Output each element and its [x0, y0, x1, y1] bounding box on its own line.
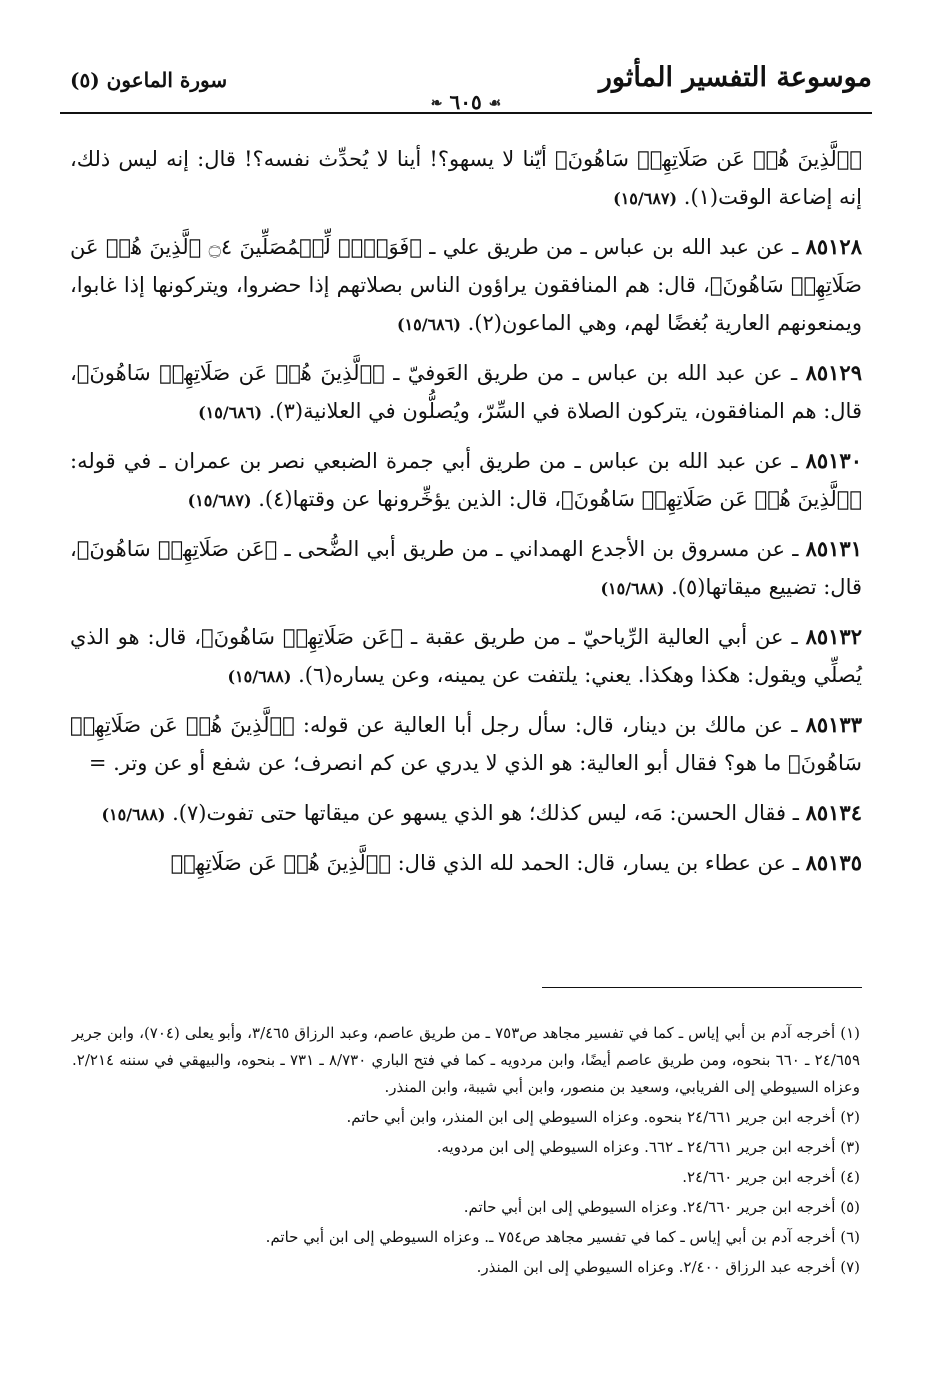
- narration-number: ٨٥١٢٩: [805, 360, 862, 385]
- paragraph-85132: [70, 618, 862, 696]
- narration-number: ٨٥١٣٠: [805, 448, 862, 473]
- footnote-3: (٣) أخرجه ابن جرير ٢٤/٦٦١ ـ ٦٦٢. وعزاه السيوطي إلى ابن مردويه.: [436, 1138, 860, 1156]
- paragraph-text: ـ عن عبد الله بن عباس ـ من طريق أبي جمرة الضبعي نصر بن عمران ـ في قوله: ﴿ٱلَّذِينَ هُمۡ عَن صَلَاتِهِمۡ سَاهُونَ﴾، قال: الذين يؤخِّرونها عن وقتها(٤).: [70, 449, 862, 511]
- narration-number: ٨٥١٣٢: [805, 624, 862, 649]
- narration-number: ٨٥١٣٤: [805, 800, 862, 825]
- book-title: موسوعة التفسير المأثور: [598, 62, 872, 93]
- left-ornament-icon: ❧: [430, 95, 443, 112]
- paragraph-85128: [70, 228, 862, 344]
- volume-reference: (١٥/٦٨٦): [396, 315, 461, 334]
- page-header: [60, 62, 872, 114]
- footnote-2: (٢) أخرجه ابن جرير ٢٤/٦٦١ بنحوه. وعزاه السيوطي إلى ابن المنذر، وابن أبي حاتم.: [346, 1108, 860, 1126]
- footnote-divider: [542, 987, 862, 988]
- header-divider: [60, 112, 872, 114]
- paragraph-0: [70, 140, 862, 218]
- footnote-4: (٤) أخرجه ابن جرير ٢٤/٦٦٠.: [682, 1168, 860, 1186]
- paragraph-85131: [70, 530, 862, 608]
- footnote-7: (٧) أخرجه عبد الرزاق ٢/٤٠٠. وعزاه السيوطي إلى ابن المنذر.: [476, 1258, 860, 1276]
- page-number: ٦٠٥: [449, 90, 482, 114]
- paragraph-text: ـ عن عبد الله بن عباس ـ من طريق العَوفيّ ـ ﴿ٱلَّذِينَ هُمۡ عَن صَلَاتِهِمۡ سَاهُونَ﴾، قال: هم المنافقون، يتركون الصلاة في السِّرّ، ويُصلُّون في العلانية(٣).: [70, 361, 862, 423]
- narration-number: ٨٥١٣٥: [805, 850, 862, 875]
- paragraph-85133: [70, 706, 862, 784]
- narration-number: ٨٥١٣٣: [805, 712, 862, 737]
- right-ornament-icon: ☙: [488, 95, 502, 112]
- paragraph-text: ـ عن أبي العالية الرِّياحيّ ـ من طريق عقبة ـ ﴿عَن صَلَاتِهِمۡ سَاهُونَ﴾، قال: هو الذي يُصلِّي ويقول: هكذا وهكذا. يعني: يلتفت عن يمينه، وعن يساره(٦).: [70, 625, 862, 687]
- narration-number: ٨٥١٢٨: [805, 234, 862, 259]
- paragraph-text: ـ عن مالك بن دينار، قال: سأل رجل أبا العالية عن قوله: ﴿ٱلَّذِينَ هُمۡ عَن صَلَاتِهِمۡ سَاهُونَ﴾ ما هو؟ فقال أبو العالية: هو الذي لا يدري عن كم انصرف؛ عن شفع أو عن وتر. =: [70, 713, 862, 775]
- paragraph-text: ﴿ٱلَّذِينَ هُمۡ عَن صَلَاتِهِمۡ سَاهُونَ﴾ أيّنا لا يسهو؟! أينا لا يُحدِّث نفسه؟! قال: إنه ليس ذلك، إنه إضاعة الوقت(١).: [70, 147, 862, 209]
- paragraph-text: ـ فقال الحسن: مَه، ليس كذلك؛ هو الذي يسهو عن ميقاتها حتى تفوت(٧).: [172, 801, 799, 825]
- footnote-6: (٦) أخرجه آدم بن أبي إياس ـ كما في تفسير مجاهد ص٧٥٤ ـ. وعزاه السيوطي إلى ابن أبي حاتم.: [265, 1228, 860, 1246]
- paragraph-text: ـ عن عبد الله بن عباس ـ من طريق علي ـ ﴿فَوَيۡلٞ لِّلۡمُصَلِّينَ ۝٤ ٱلَّذِينَ هُمۡ عَن صَلَاتِهِمۡ سَاهُونَ﴾، قال: هم المنافقون يراؤون الناس بصلاتهم إذا حضروا، ويتركونها إذا غابوا، ويمنعونهم العارية بُغضًا لهم، وهي الماعون(٢).: [70, 235, 862, 335]
- volume-reference: (١٥/٦٨٧): [187, 491, 252, 510]
- surah-title: سورة الماعون (٥): [70, 68, 228, 92]
- footnote-1: (١) أخرجه آدم بن أبي إياس ـ كما في تفسير مجاهد ص٧٥٣ ـ من طريق عاصم، وعبد الرزاق ٣/٤٦٥، وأبو يعلى (٧٠٤)، وابن جرير ٢٤/٦٥٩ ـ ٦٦٠ بنحوه، ومن طريق عاصم أيضًا، وابن مردويه ـ كما في فتح الباري ٨/٧٣٠ ـ ٧٣١ ـ بنحوه، والبيهقي في سننه ٢/٢١٤. وعزاه السيوطي إلى الفريابي، وسعيد بن منصور، وابن أبي شيبة، وابن المنذر.: [72, 1024, 861, 1096]
- volume-reference: (١٥/٦٨٨): [227, 667, 292, 686]
- page-number-block: [60, 90, 872, 114]
- main-text: [70, 140, 862, 894]
- narration-number: ٨٥١٣١: [805, 536, 862, 561]
- paragraph-85134: [70, 794, 862, 834]
- paragraph-text: ـ عن مسروق بن الأجدع الهمداني ـ من طريق أبي الضُّحى ـ ﴿عَن صَلَاتِهِمۡ سَاهُونَ﴾، قال: تضييع ميقاتها(٥).: [70, 537, 862, 599]
- volume-reference: (١٥/٦٨٨): [101, 805, 166, 824]
- footnote-5: (٥) أخرجه ابن جرير ٢٤/٦٦٠. وعزاه السيوطي إلى ابن أبي حاتم.: [463, 1198, 860, 1216]
- paragraph-85130: [70, 442, 862, 520]
- paragraph-85135: [70, 844, 862, 884]
- paragraph-text: ـ عن عطاء بن يسار، قال: الحمد لله الذي قال: ﴿ٱلَّذِينَ هُمۡ عَن صَلَاتِهِمۡ: [170, 851, 799, 875]
- footnotes: [72, 1020, 860, 1284]
- volume-reference: (١٥/٦٨٦): [198, 403, 263, 422]
- volume-reference: (١٥/٦٨٧): [613, 189, 678, 208]
- paragraph-85129: [70, 354, 862, 432]
- volume-reference: (١٥/٦٨٨): [600, 579, 665, 598]
